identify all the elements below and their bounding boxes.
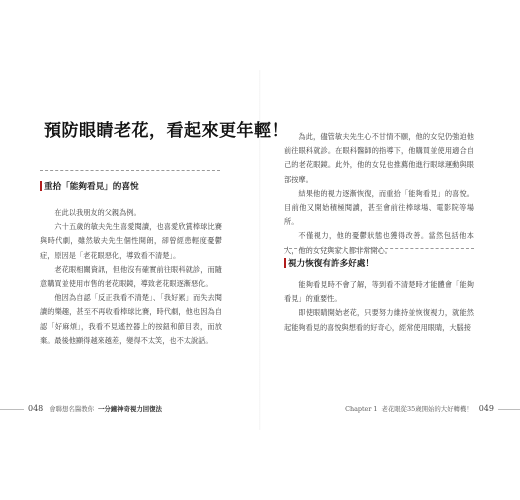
paragraph: 能夠看見時不會了解，等到看不清楚時才能體會「能夠看見」的重要性。: [284, 280, 474, 304]
chapter-running-title: 老花眼從35歲開始的大好轉機！: [381, 405, 473, 413]
paragraph: 即使眼睛開始老花，只要努力維持並恢復視力，就能然起能夠看見的喜悅與想看的好奇心，經常使用眼睛，大腦接: [284, 308, 474, 332]
paragraph: 老花眼相關資訊，但他沒有確實前往眼科就診，而隨意購買並使用市售的老花眼鏡，導致老花眼逐漸惡化。: [40, 264, 222, 289]
book-subtitle: 一分鐘神奇視力回復法: [98, 405, 162, 413]
left-footer: [28, 404, 162, 413]
paragraph: 在此以我朋友的父親為例。: [54, 208, 141, 217]
dashed-divider: [40, 170, 220, 171]
section-heading-text: 重拾「能夠看見」的喜悅: [44, 182, 139, 192]
paragraph: 他因為自認「反正我看不清楚」、「我好累」而失去閱讀的樂趣，甚至不再收看棒球比賽，時代劇，他也因為自認「好麻煩」，我看不見遙控器上的按鈕和節目表，而放棄。最後他顯得越來越差，變得不太笑，也不太說話。: [40, 293, 222, 345]
paragraph: 結果他的視力逐漸恢復，而重拾「能夠看見」的喜悅。目前他又開始積極閱讀，甚至會前往棒球場、電影院等場所。: [284, 188, 474, 227]
footer-rule: [498, 409, 520, 410]
paragraph: 六十五歲的敏夫先生喜愛閱讀，也喜愛欣賞棒球比賽與時代劇，雖然敏夫先生個性開朗，卻曾經患輕度憂鬱症，原因是「老花眼惡化，導致看不清楚」。: [40, 222, 222, 260]
page-number: 049: [478, 404, 494, 413]
chapter-title: 預防眼睛老花，看起來更年輕！: [44, 121, 289, 141]
right-body-text-bottom: [284, 278, 474, 335]
paragraph: 為此，儘管敏夫先生心不甘情不願，他的女兒仍強迫他前往眼科就診。在眼科醫師的指導下，他購買並使用適合自己的老花眼鏡。此外，他的女兒也推薦他進行眼球運動與眼部按摩。: [284, 132, 474, 184]
chapter-label: Chapter 1: [345, 404, 378, 413]
section-heading-text: 視力恢復有許多好處！: [288, 259, 374, 269]
page-number: 048: [28, 404, 44, 413]
right-page: [260, 0, 520, 500]
left-body-text: [40, 206, 222, 348]
paragraph: 不僅視力，他的憂鬱狀態也獲得改善。當然包括他本人，他的女兒與家人都非常開心。: [284, 231, 474, 255]
book-title: 會聯想名醫教你: [49, 405, 95, 413]
footer-rule: [0, 409, 24, 410]
accent-bar-icon: [284, 258, 286, 268]
accent-bar-icon: [40, 181, 42, 191]
section-heading-right: [284, 257, 374, 269]
dashed-divider: [284, 248, 474, 249]
section-heading-left: [40, 180, 139, 192]
right-footer: [345, 404, 494, 413]
right-body-text-top: [284, 130, 474, 258]
